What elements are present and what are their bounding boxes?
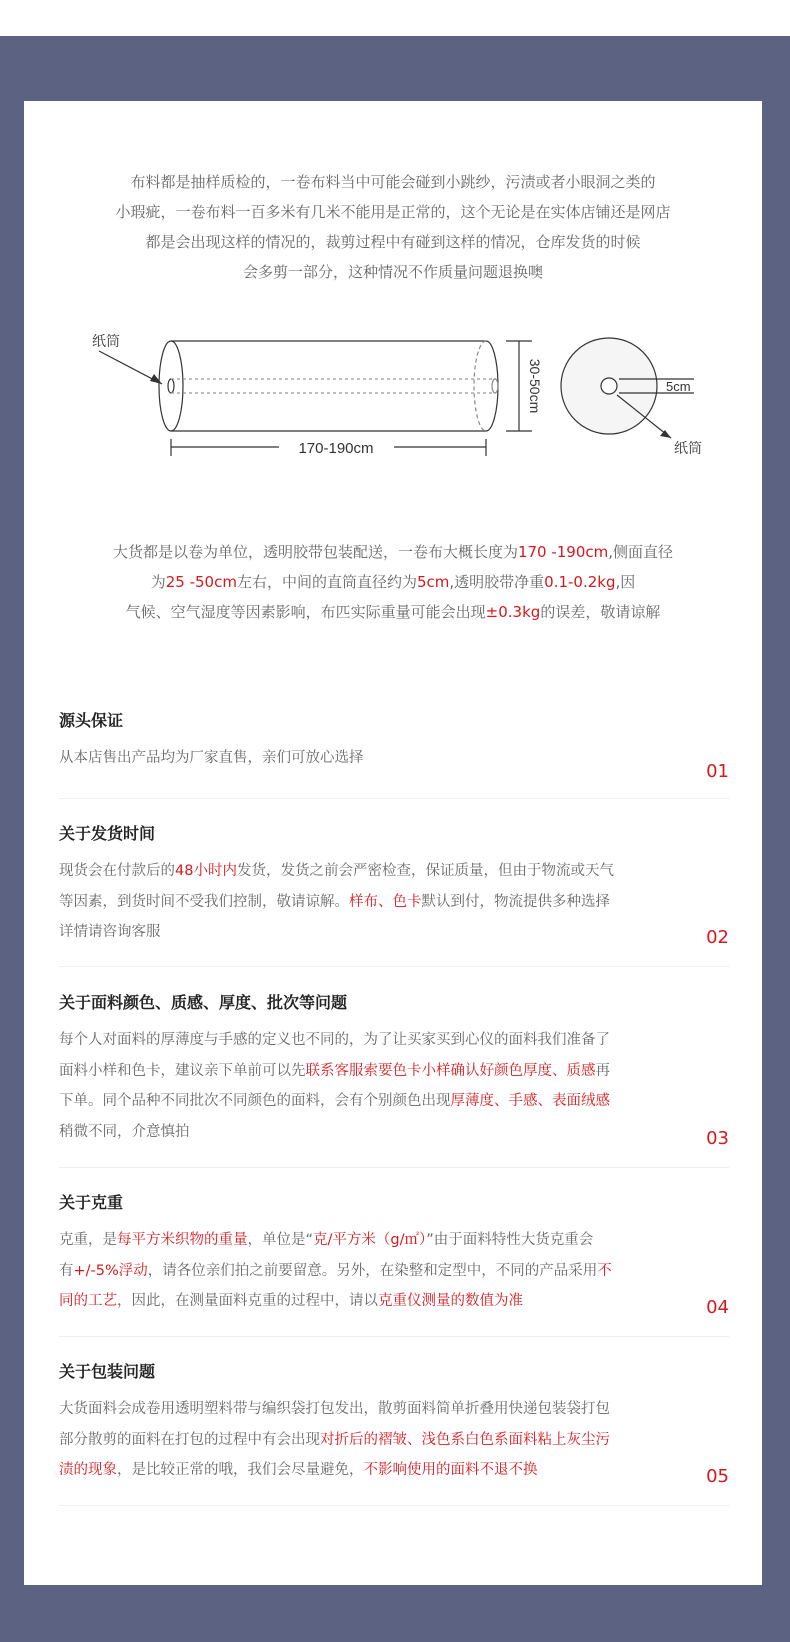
text: ”由于面料特性大货克重会 bbox=[426, 1232, 594, 1248]
diameter-label: 30-50cm bbox=[527, 358, 543, 414]
body-line bbox=[59, 1455, 669, 1486]
highlight: +/-5%浮动 bbox=[73, 1262, 148, 1279]
body-line: 详情请咨询客服 bbox=[59, 924, 161, 940]
body-line bbox=[59, 1286, 669, 1317]
section-body bbox=[59, 856, 669, 948]
text: 大货都是以卷为单位，透明胶带包装配送，一卷布大概长度为 bbox=[112, 543, 518, 561]
bulk-info-paragraph bbox=[24, 537, 762, 627]
section-number: 05 bbox=[706, 1466, 729, 1487]
body-line bbox=[59, 1256, 669, 1287]
section-fabric-quality bbox=[59, 992, 729, 1168]
tube-label-right: 纸筒 bbox=[674, 440, 702, 456]
arrowhead-left bbox=[150, 374, 162, 384]
section-shipping-time bbox=[59, 823, 729, 967]
body-line bbox=[59, 1056, 669, 1087]
body-line bbox=[59, 856, 669, 887]
roll-right-hidden bbox=[474, 341, 486, 431]
text: 气候、空气湿度等因素影响，布匹实际重量可能会出现 bbox=[125, 603, 486, 621]
core-size-label: 5cm bbox=[666, 379, 691, 394]
highlight: 25 -50cm bbox=[165, 573, 237, 591]
highlight: 不影响使用的面料不退不换 bbox=[363, 1462, 538, 1478]
section-body bbox=[59, 1225, 669, 1317]
section-title: 关于面料颜色、质感、厚度、批次等问题 bbox=[59, 993, 348, 1012]
highlight: 每平方米织物的重量 bbox=[117, 1232, 248, 1248]
section-title: 关于克重 bbox=[59, 1193, 124, 1212]
section-title: 关于发货时间 bbox=[59, 824, 156, 843]
highlight: 渍的现象 bbox=[59, 1462, 117, 1478]
intro-line: 布料都是抽样质检的，一卷布料当中可能会碰到小跳纱，污渍或者小眼洞之类的 bbox=[130, 173, 656, 191]
section-body bbox=[59, 1394, 669, 1486]
highlight: 克/平方米（g/㎡） bbox=[313, 1232, 427, 1248]
highlight: 厚薄度、手感、表面绒感 bbox=[450, 1093, 610, 1109]
section-number: 04 bbox=[706, 1297, 729, 1318]
fabric-roll-diagram bbox=[44, 306, 744, 481]
body-line bbox=[59, 1086, 669, 1117]
bulk-line bbox=[24, 567, 762, 597]
text: 面料小样和色卡，建议亲下单前可以先 bbox=[59, 1062, 306, 1079]
highlight: 5cm bbox=[416, 573, 450, 591]
section-number: 02 bbox=[706, 927, 729, 948]
text: 为 bbox=[150, 573, 166, 591]
text: ，请各位亲们拍之前要留意。另外，在染整和定型中，不同的产品采用 bbox=[147, 1262, 598, 1279]
body-line: 稍微不同，介意慎拍 bbox=[59, 1123, 190, 1140]
text: 下单。同个品种不同批次不同颜色的面料，会有个别颜色出现 bbox=[59, 1093, 451, 1109]
text: 等因素，到货时间不受我们控制，敬请谅解。 bbox=[59, 893, 349, 910]
text: 默认到付，物流提供多种选择 bbox=[421, 893, 610, 910]
highlight: 同的工艺 bbox=[59, 1293, 117, 1309]
text: ，是比较正常的哦，我们会尽量避免， bbox=[117, 1462, 364, 1478]
bulk-line bbox=[24, 597, 762, 627]
text: 有 bbox=[59, 1262, 74, 1279]
text: 的误差，敬请谅解 bbox=[540, 603, 661, 621]
body-line bbox=[59, 1225, 669, 1256]
text: ,侧面直径 bbox=[608, 543, 674, 561]
body-line bbox=[59, 887, 669, 918]
intro-line: 都是会出现这样的情况的，裁剪过程中有碰到这样的情况，仓库发货的时候 bbox=[145, 233, 641, 251]
text: 部分散剪的面料在打包的过程中有会出现 bbox=[59, 1431, 320, 1448]
body-line: 每个人对面料的厚薄度与手感的定义也不同的，为了让买家买到心仪的面料我们准备了 bbox=[59, 1032, 610, 1048]
body-line: 大货面料会成卷用透明塑料带与编织袋打包发出，散剪面料简单折叠用快递包装袋打包 bbox=[59, 1401, 610, 1417]
intro-line: 小瑕疵，一卷布料一百多米有几米不能用是正常的，这个无论是在实体店铺还是网店 bbox=[115, 203, 671, 221]
text: 左右，中间的直筒直径约为 bbox=[236, 573, 417, 591]
core-right-end bbox=[492, 379, 498, 393]
section-title: 关于包装问题 bbox=[59, 1362, 156, 1381]
highlight: 克重仪测量的数值为准 bbox=[378, 1293, 523, 1309]
tube-label-left: 纸筒 bbox=[92, 333, 120, 349]
body-line bbox=[59, 1425, 669, 1456]
highlight: 对折后的褶皱、浅色系白色系面料粘上灰尘污 bbox=[320, 1431, 610, 1448]
roll-left-end bbox=[159, 341, 183, 431]
text: ,因 bbox=[615, 573, 636, 591]
body-line: 从本店售出产品均为厂家直售，亲们可放心选择 bbox=[59, 750, 364, 766]
highlight: 170 -190cm bbox=[517, 543, 609, 561]
highlight: 48小时内 bbox=[175, 863, 237, 879]
text: 现货会在付款后的 bbox=[59, 863, 175, 879]
highlight: 样布、色卡 bbox=[349, 893, 422, 910]
length-label: 170-190cm bbox=[298, 440, 374, 457]
text: ,透明胶带净重 bbox=[449, 573, 545, 591]
bulk-line bbox=[24, 537, 762, 567]
highlight: ±0.3kg bbox=[485, 603, 541, 621]
side-view-core bbox=[601, 378, 617, 394]
highlight: 0.1-0.2kg bbox=[544, 573, 616, 591]
text: ，单位是“ bbox=[247, 1232, 314, 1248]
section-fabric-weight bbox=[59, 1192, 729, 1337]
text: ，因此，在测量面料克重的过程中，请以 bbox=[117, 1293, 378, 1309]
section-title: 源头保证 bbox=[59, 711, 124, 730]
text: 再 bbox=[595, 1062, 610, 1079]
intro-line: 会多剪一部分，这种情况不作质量问题退换噢 bbox=[242, 263, 543, 281]
content-card bbox=[24, 101, 762, 1585]
core-left-end bbox=[168, 379, 174, 393]
intro-paragraph bbox=[24, 167, 762, 287]
section-number: 03 bbox=[706, 1128, 729, 1149]
section-body bbox=[59, 1025, 669, 1147]
highlight: 不 bbox=[597, 1262, 612, 1279]
highlight: 联系客服索要色卡小样确认好颜色厚度、质感 bbox=[305, 1062, 596, 1079]
text: 发货，发货之前会严密检查，保证质量，但由于物流或天气 bbox=[236, 863, 614, 879]
section-body bbox=[59, 743, 669, 774]
section-source-guarantee bbox=[59, 710, 729, 799]
text: 克重，是 bbox=[59, 1232, 117, 1248]
section-number: 01 bbox=[706, 761, 729, 782]
section-packaging bbox=[59, 1361, 729, 1506]
